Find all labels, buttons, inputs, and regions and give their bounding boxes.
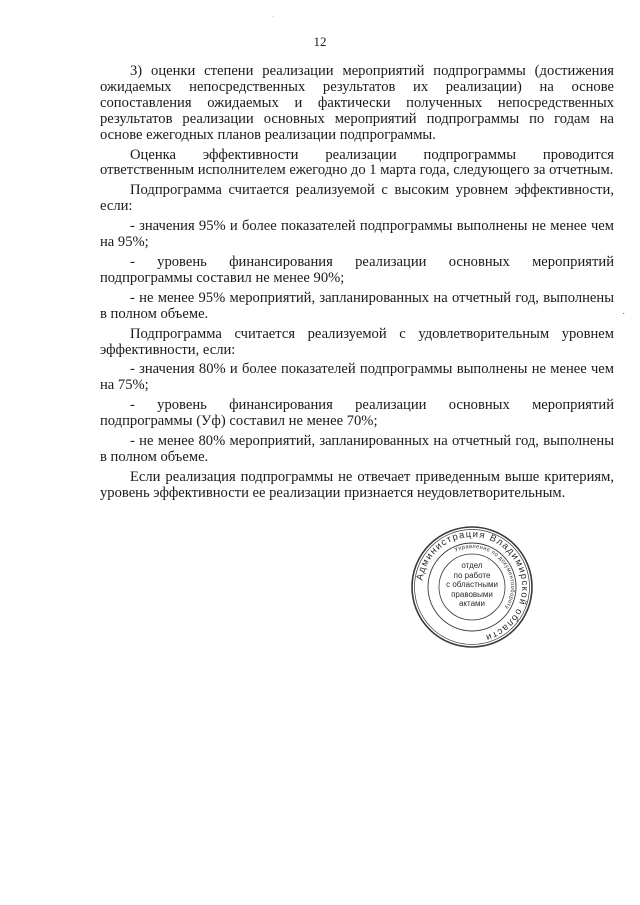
official-stamp — [410, 525, 534, 649]
stamp-line: отдел — [461, 561, 483, 570]
scan-speck: · — [272, 14, 274, 20]
list-item: - не менее 95% мероприятий, запланированных на отчетный год, выполнены в полном объеме. — [100, 289, 614, 322]
stamp-center-text — [438, 561, 506, 609]
paragraph: Подпрограмма считается реализуемой с удовлетворительным уровнем эффективности, если: — [100, 325, 614, 358]
paragraph: Подпрограмма считается реализуемой с высоким уровнем эффективности, если: — [100, 182, 614, 215]
stamp-line: с областными — [446, 580, 498, 590]
list-item: - не менее 80% мероприятий, запланированных на отчетный год, выполнены в полном объеме. — [100, 433, 614, 465]
list-item: - уровень финансирования реализации основных мероприятий подпрограммы составил не менее 90%; — [100, 253, 614, 286]
list-item: - уровень финансирования реализации основных мероприятий подпрограммы (Уф) составил не менее 70%; — [100, 397, 614, 430]
page-number: 12 — [313, 34, 327, 49]
scan-speck: ˙ — [622, 312, 626, 323]
stamp-line: правовыми — [451, 589, 493, 599]
stamp-outer-text: Администрация Владимирской области — [414, 528, 531, 644]
stamp-inner-ring-text: Управление по документообороту — [453, 543, 516, 611]
paragraph: Если реализация подпрограммы не отвечает приведенным выше критериям, уровень эффективности ее реализации признается неудовлетворительным. — [100, 468, 614, 501]
stamp-line: по работе — [453, 570, 491, 580]
list-item: - значения 80% и более показателей подпрограммы выполнены не менее чем на 75%; — [100, 361, 614, 394]
list-item: - значения 95% и более показателей подпрограммы выполнены не менее чем на 95%; — [100, 218, 614, 251]
paragraph: Оценка эффективности реализации подпрограммы проводится ответственным исполнителем ежегодно до 1 марта года, следующего за отчетным. — [100, 146, 614, 179]
document-body — [100, 64, 614, 506]
paragraph: 3) оценки степени реализации мероприятий подпрограммы (достижения ожидаемых непосредственных результатов их реализации) на основе сопоставления ожидаемых и фактически полученных непосредственных результатов реализации основных мероприятий подпрограммы по годам на основе ежегодных планов реализации подпрограммы. — [100, 63, 614, 143]
stamp-line: актами — [458, 599, 486, 609]
